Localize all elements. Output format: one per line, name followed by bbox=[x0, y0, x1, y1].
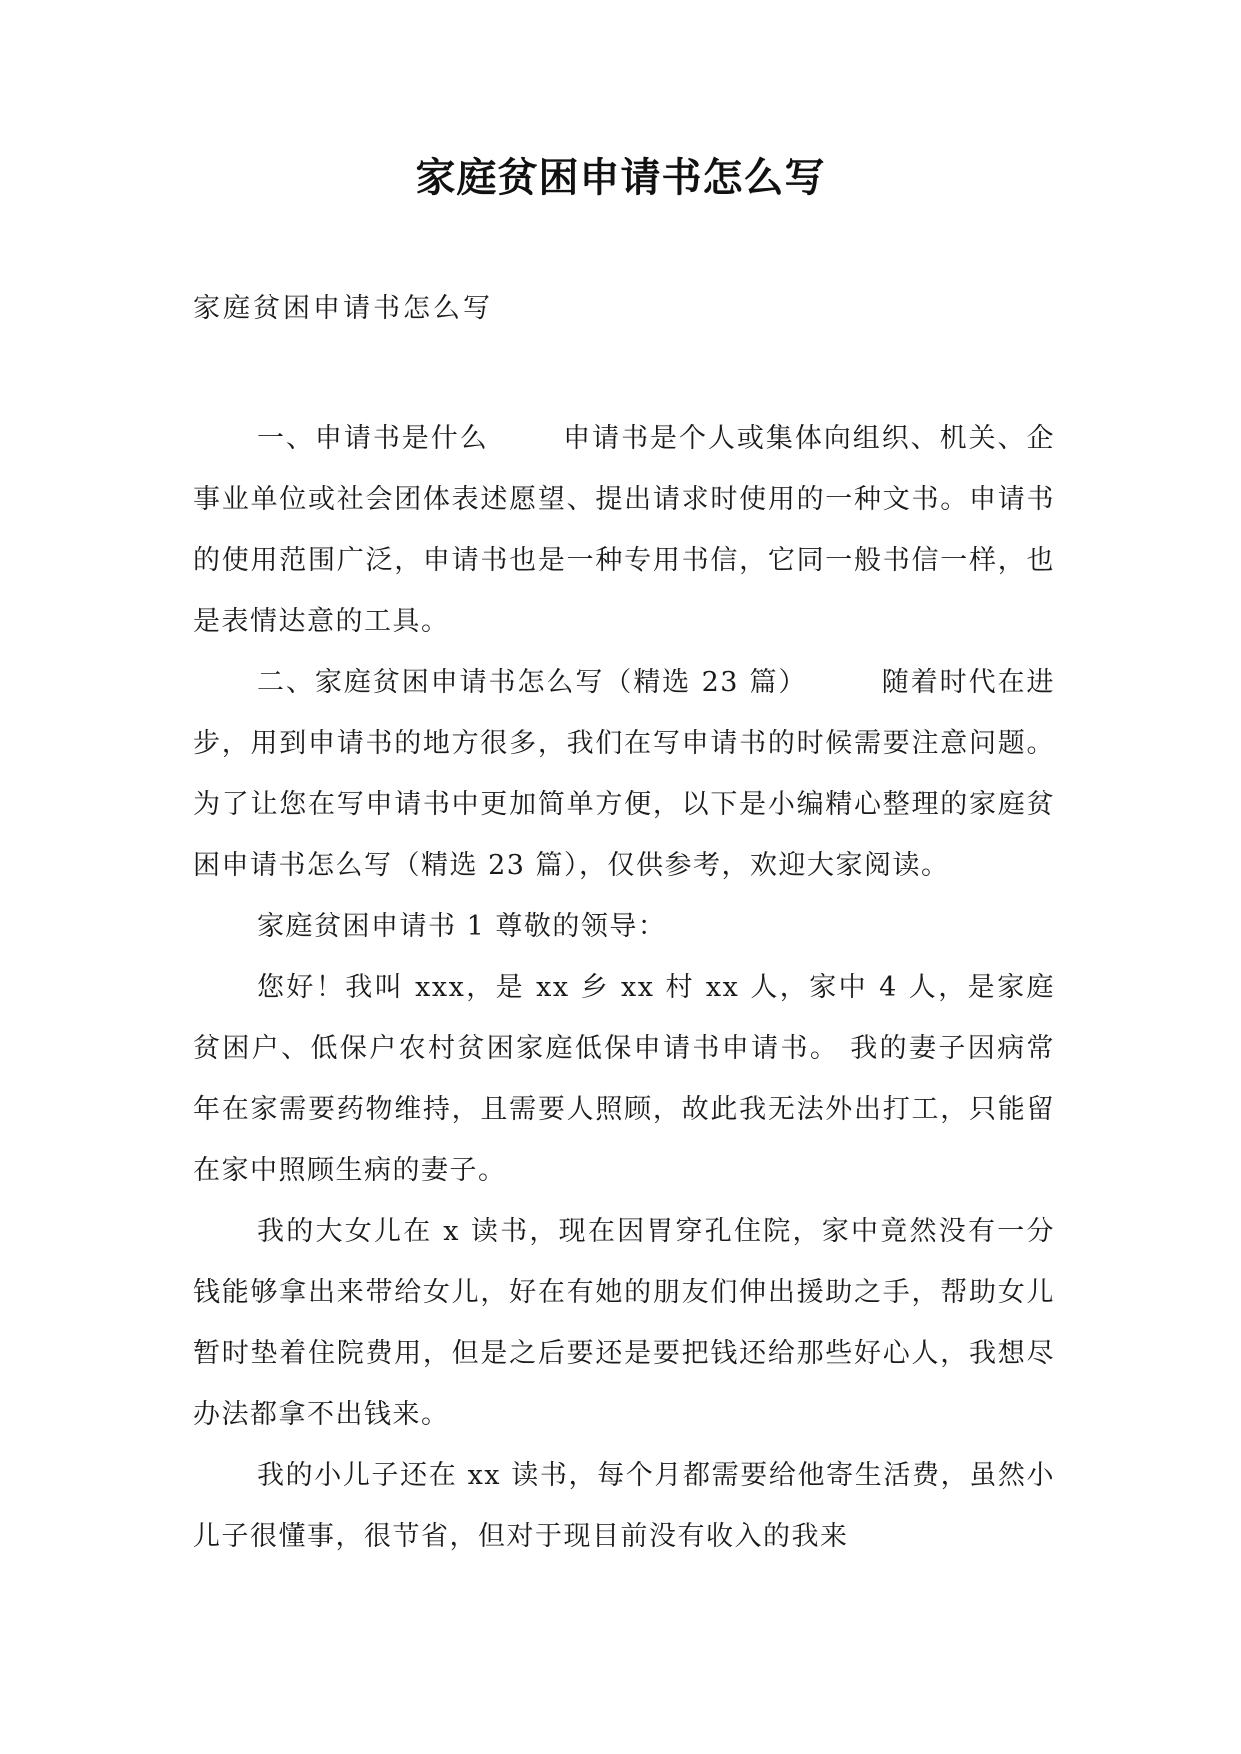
section-heading: 二、家庭贫困申请书怎么写（精选 23 篇） bbox=[257, 667, 808, 698]
section-text: 随着时代在进步，用到申请书的地方很多，我们在写申请书的时候需要注意问题。为了让您在写申请书中更加简单方便，以下是小编精心整理的家庭贫困申请书怎么写（精选 23 篇），仅供参考，欢迎大家阅读。 bbox=[193, 667, 1055, 881]
document-body bbox=[193, 408, 1055, 1567]
document-subtitle: 家庭贫困申请书怎么写 bbox=[193, 293, 493, 324]
body-paragraph: 我的大女儿在 x 读书，现在因胃穿孔住院，家中竟然没有一分钱能够拿出来带给女儿，好在有她的朋友们伸出援助之手，帮助女儿暂时垫着住院费用，但是之后要还是要把钱还给那些好心人，我想尽办法都拿不出钱来。 bbox=[193, 1216, 1055, 1430]
section-what-is-application bbox=[193, 408, 1055, 652]
section-heading: 一、申请书是什么 bbox=[257, 423, 489, 454]
section-how-to-write bbox=[193, 652, 1055, 896]
body-paragraph: 我的小儿子还在 xx 读书，每个月都需要给他寄生活费，虽然小儿子很懂事，很节省，但对于现目前没有收入的我来 bbox=[193, 1460, 1055, 1552]
salutation-paragraph: 家庭贫困申请书 1 尊敬的领导： bbox=[257, 911, 667, 942]
document-title: 家庭贫困申请书怎么写 bbox=[415, 155, 826, 201]
section-text: 申请书是个人或集体向组织、机关、企事业单位或社会团体表述愿望、提出请求时使用的一种文书。申请书的使用范围广泛，申请书也是一种专用书信，它同一般书信一样，也是表情达意的工具。 bbox=[193, 423, 1056, 637]
body-paragraph: 您好！我叫 xxx，是 xx 乡 xx 村 xx 人，家中 4 人，是家庭贫困户、低保户农村贫困家庭低保申请书申请书。 我的妻子因病常年在家需要药物维持，且需要人照顾，故此我无法外出打工，只能留在家中照顾生病的妻子。 bbox=[193, 972, 1055, 1186]
